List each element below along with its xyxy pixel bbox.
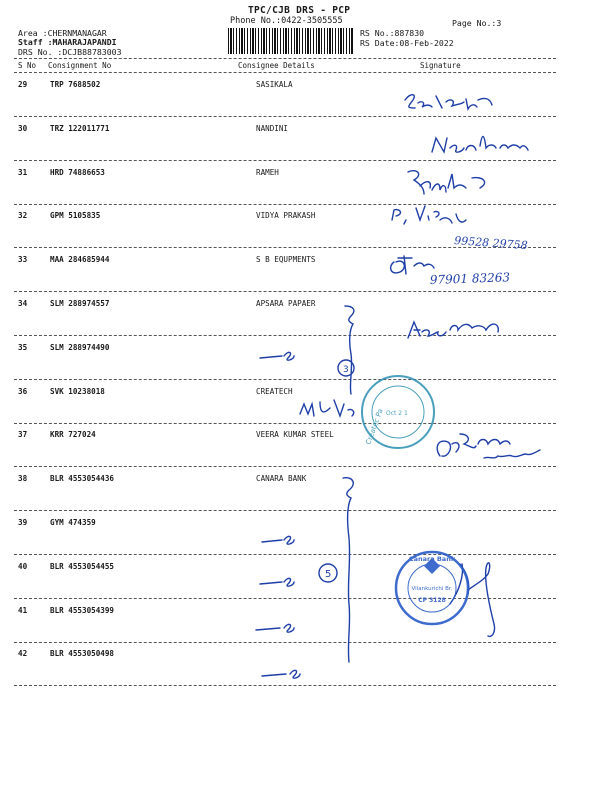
consignee-name: RAMEH bbox=[256, 167, 279, 177]
signature-row-37-b bbox=[484, 450, 540, 458]
createc-stamp bbox=[362, 376, 434, 448]
consignee-name: NANDINI bbox=[256, 123, 289, 133]
ditto-bracket-38 bbox=[343, 478, 353, 662]
rs-number: RS No.:887830 bbox=[360, 28, 425, 38]
column-sno: S No bbox=[18, 61, 37, 70]
row-number: 38 bbox=[18, 474, 28, 484]
consignee-name: VIDYA PRAKASH bbox=[256, 211, 316, 221]
row-number: 31 bbox=[18, 167, 28, 177]
signature-row-40 bbox=[450, 563, 495, 637]
ditto-mark-40 bbox=[260, 578, 294, 586]
row-number: 34 bbox=[18, 299, 28, 308]
consignment-number: TRP 7688502 bbox=[50, 80, 101, 89]
consignment-number: BLR 4553054399 bbox=[50, 605, 115, 615]
handwritten-phone-32: 99528 29758 bbox=[453, 234, 529, 253]
ditto-mark-41 bbox=[256, 624, 294, 632]
ditto-mark-42 bbox=[262, 670, 300, 678]
row-number: 33 bbox=[18, 255, 28, 265]
createc-stamp-center: Oct 2 1 bbox=[386, 410, 408, 417]
canara-stamp-code: CP 3128 bbox=[418, 597, 446, 604]
createc-stamp-text: Createc Pa bbox=[364, 407, 385, 446]
row-number: 29 bbox=[18, 80, 28, 89]
row-number: 35 bbox=[18, 342, 28, 352]
column-consignee: Consignee Details bbox=[238, 61, 315, 70]
signature-row-32 bbox=[392, 206, 466, 224]
signature-row-33 bbox=[391, 256, 434, 274]
ditto-mark-39 bbox=[262, 536, 294, 544]
canara-bank-stamp bbox=[396, 552, 468, 624]
consignment-number: SVK 10238018 bbox=[50, 386, 105, 396]
row-number: 41 bbox=[18, 605, 28, 615]
rs-date: RS Date:08-Feb-2022 bbox=[360, 38, 454, 48]
page-number: Page No.:3 bbox=[452, 18, 502, 28]
consignment-number: BLR 4553054455 bbox=[50, 561, 115, 571]
staff-label: Staff :MAHARAJAPANDI bbox=[18, 37, 117, 47]
consignment-number: TRZ 122011771 bbox=[50, 123, 110, 133]
row-number: 39 bbox=[18, 518, 28, 527]
column-consignment: Consignment No bbox=[48, 61, 112, 70]
consignment-number: BLR 4553050498 bbox=[50, 649, 115, 659]
row-number: 32 bbox=[18, 211, 28, 221]
document-title: TPC/CJB DRS - PCP bbox=[248, 5, 351, 16]
signature-row-29 bbox=[405, 95, 492, 109]
signature-row-30 bbox=[432, 137, 528, 153]
signature-row-34 bbox=[408, 322, 498, 338]
consignment-number: KRR 727024 bbox=[50, 430, 96, 440]
consignment-number: GYM 474359 bbox=[50, 518, 96, 527]
consignee-name: SASIKALA bbox=[256, 80, 293, 89]
canara-stamp-text: Canara Bank bbox=[408, 555, 456, 563]
consignee-name: VEERA KUMAR STEEL bbox=[256, 430, 334, 440]
signature-row-31 bbox=[408, 171, 485, 194]
row-number: 30 bbox=[18, 123, 28, 133]
consignment-number: MAA 284685944 bbox=[50, 255, 110, 265]
consignment-number: HRD 74886653 bbox=[50, 167, 105, 177]
row-number: 40 bbox=[18, 561, 28, 571]
consignee-name: APSARA PAPAER bbox=[256, 299, 316, 308]
row-number: 36 bbox=[18, 386, 28, 396]
column-signature: Signature bbox=[420, 61, 461, 70]
ditto-mark-35 bbox=[260, 352, 294, 360]
area-label: Area :CHERNMANAGAR bbox=[18, 28, 107, 38]
drs-number: DRS No. :DCJB88783003 bbox=[18, 47, 122, 57]
consignee-name: CREATECH bbox=[256, 386, 293, 396]
canara-stamp-center: Vilankurichi Br. bbox=[411, 586, 453, 592]
row-number: 37 bbox=[18, 430, 28, 440]
ditto-bracket-34 bbox=[345, 306, 354, 394]
circle-number-3: 3 bbox=[343, 365, 349, 375]
phone-number: Phone No.:0422-3505555 bbox=[230, 16, 343, 26]
signature-row-36 bbox=[300, 400, 354, 416]
consignment-number: BLR 4553054436 bbox=[50, 474, 115, 484]
row-number: 42 bbox=[18, 649, 28, 659]
handwritten-phone-33: 97901 83263 bbox=[429, 270, 511, 287]
consignee-name: S B EQUPMENTS bbox=[256, 255, 316, 265]
circle-number-5: 5 bbox=[325, 569, 332, 580]
consignee-name: CANARA BANK bbox=[256, 474, 307, 484]
consignment-number: SLM 288974557 bbox=[50, 299, 110, 308]
consignment-number: GPM 5105835 bbox=[50, 211, 101, 221]
signature-row-37 bbox=[437, 434, 510, 456]
consignment-number: SLM 288974490 bbox=[50, 342, 110, 352]
